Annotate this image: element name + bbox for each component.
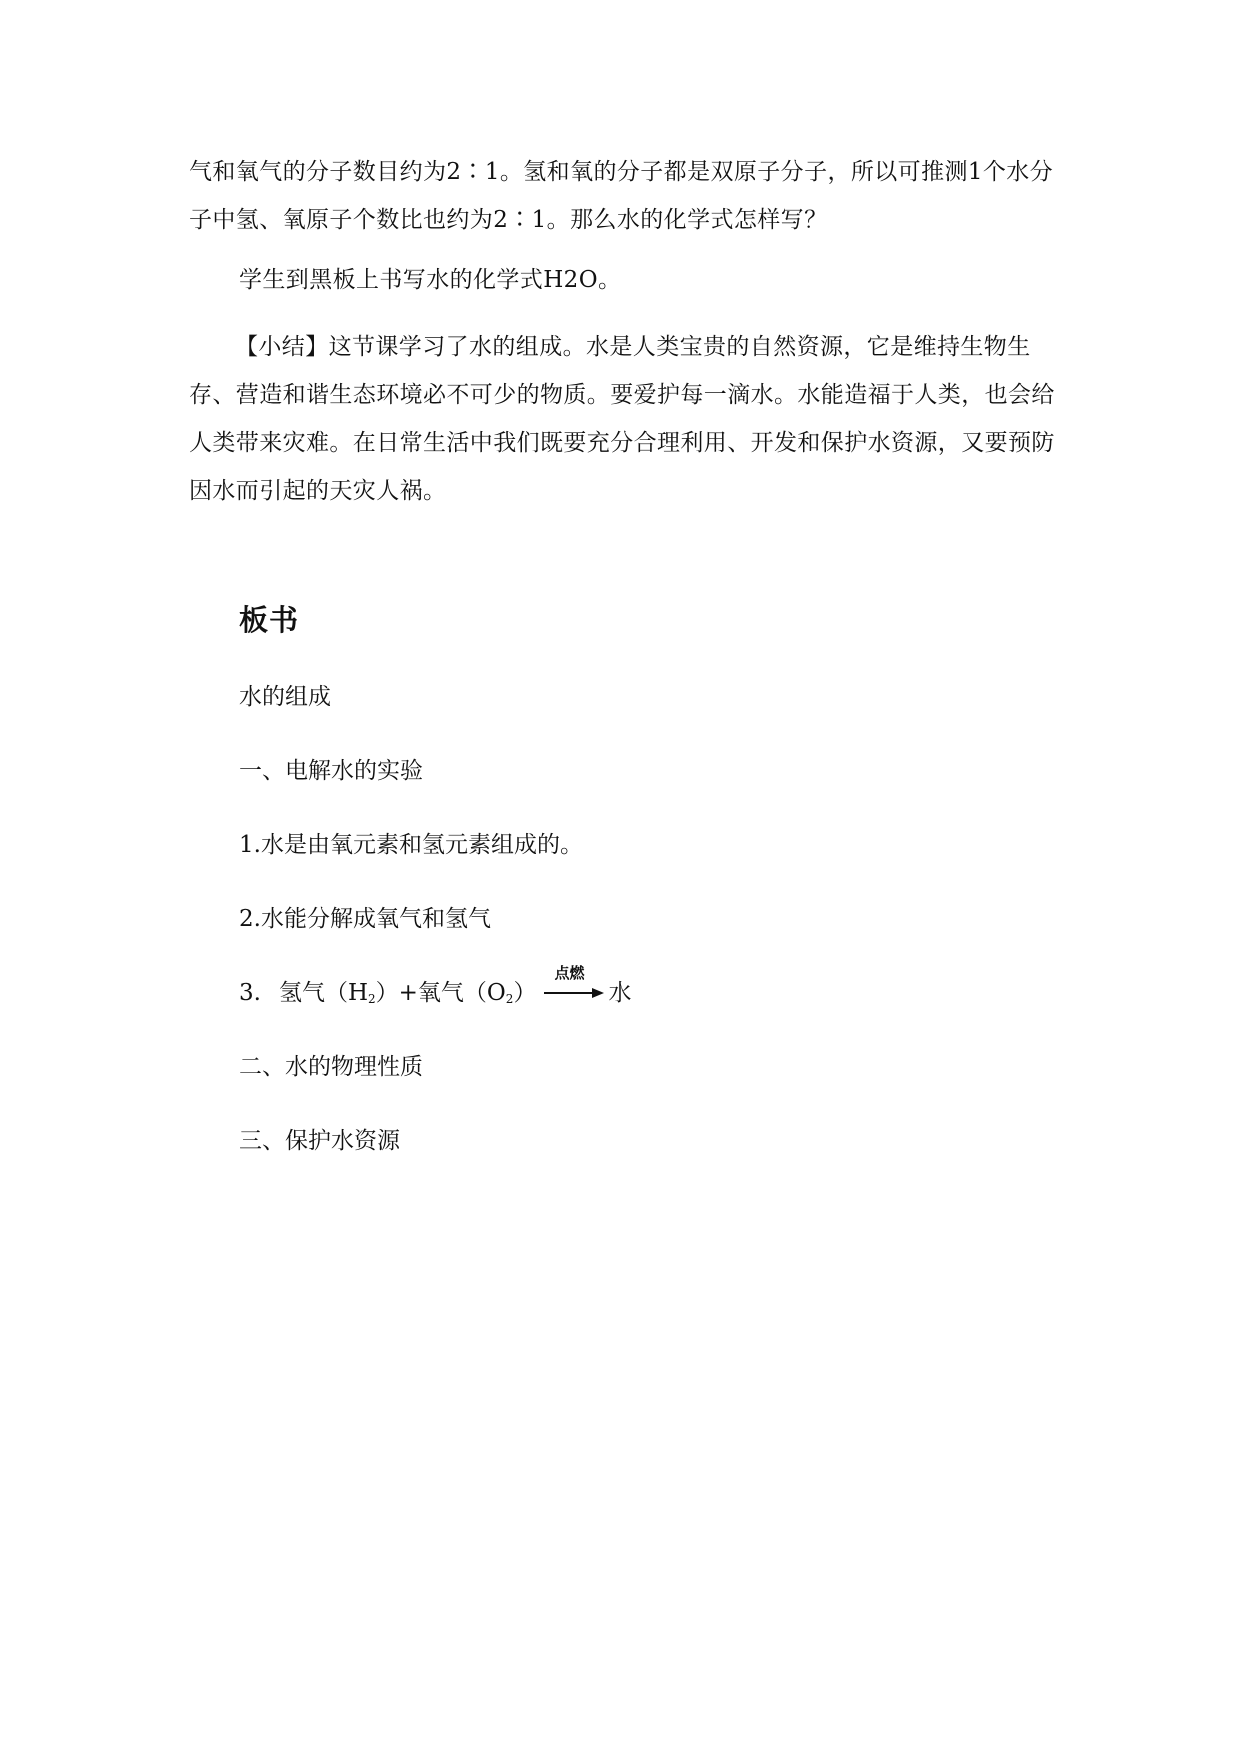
- board-item-reaction-formula: [239, 964, 632, 1010]
- formula-hydrogen: 氢气（H: [278, 980, 369, 1006]
- board-section-protect-water: 三、保护水资源: [239, 1128, 400, 1154]
- paragraph-molecule-ratio: 气和氧气的分子数目约为2∶1。氢和氧的分子都是双原子分子，所以可推测1个水分子中氢、氧原子个数比也约为2∶1。那么水的化学式怎样写？: [189, 159, 1054, 233]
- formula-product: 水: [608, 980, 632, 1006]
- board-section-electrolysis: 一、电解水的实验: [239, 758, 423, 784]
- reaction-arrow: [544, 964, 606, 1010]
- board-section-physical-properties: 二、水的物理性质: [239, 1054, 423, 1080]
- board-item-decomposition: 2.水能分解成氧气和氢气: [239, 906, 491, 932]
- formula-hydrogen-subscript: 2: [368, 992, 376, 1006]
- board-heading: 板书: [239, 603, 300, 637]
- reaction-condition-label: 点燃: [554, 964, 585, 982]
- formula-plus-oxygen: ）+氧气（O: [375, 980, 506, 1006]
- formula-number: 3.: [239, 980, 261, 1006]
- board-item-composition: 1.水是由氧元素和氢元素组成的。: [239, 832, 583, 858]
- formula-close-paren: ）: [513, 980, 537, 1006]
- paragraph-summary: 【小结】这节课学习了水的组成。水是人类宝贵的自然资源，它是维持生物生存、营造和谐生态环境必不可少的物质。要爱护每一滴水。水能造福于人类，也会给人类带来灾难。在日常生活中我们既要充分合理利用、开发和保护水资源，又要预防因水而引起的天灾人祸。: [189, 334, 1055, 504]
- board-title: 水的组成: [239, 684, 331, 710]
- paragraph-student-writes-formula: 学生到黑板上书写水的化学式H2O。: [239, 267, 622, 293]
- formula-oxygen-subscript: 2: [505, 992, 514, 1006]
- right-arrow-icon: [544, 986, 606, 1000]
